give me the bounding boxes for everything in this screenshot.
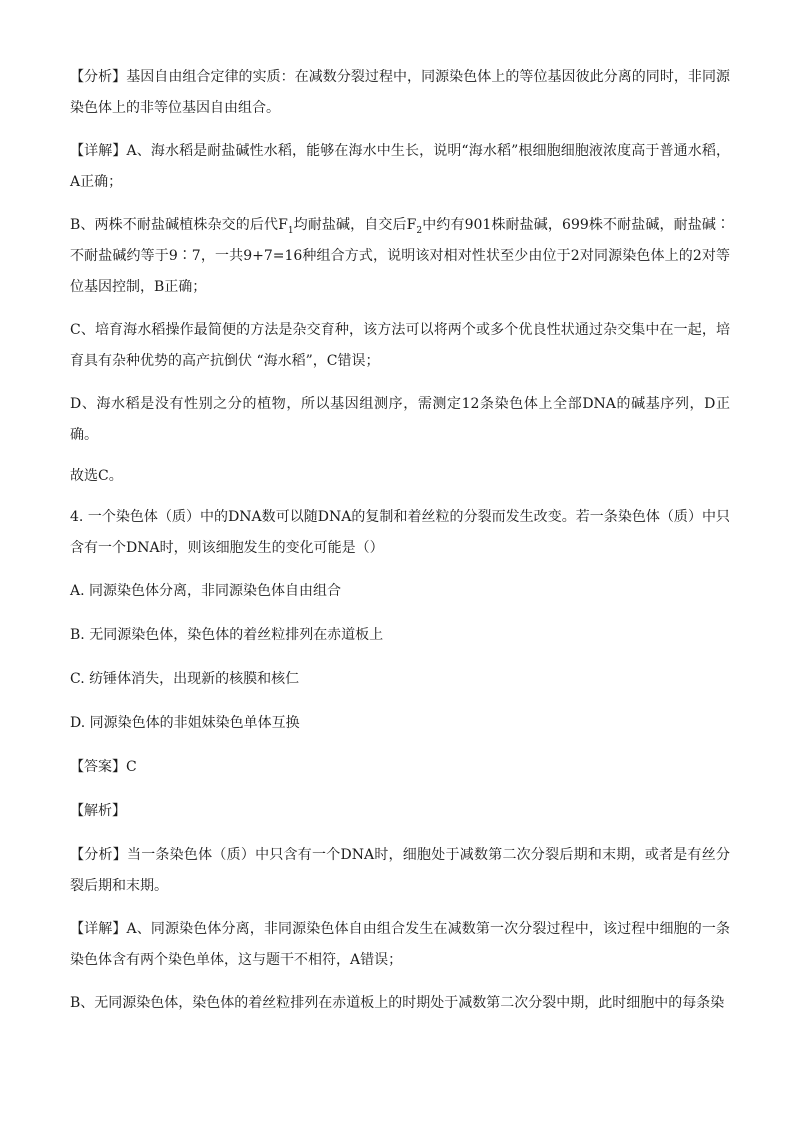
detail-d-text: D、海水稻是没有性别之分的植物，所以基因组测序，需测定12条染色体上全部DNA的碱基序列，D正确。 [70,396,730,443]
detail-paragraph-b [70,210,730,303]
detail-2b-text: B、无同源染色体，染色体的着丝粒排列在赤道板上的时期处于减数第二次分裂中期，此时细胞中的每条染 [70,995,725,1011]
option-b-text: B. 无同源染色体，染色体的着丝粒排列在赤道板上 [70,627,384,643]
option-a [70,576,730,607]
detail-paragraph-d [70,389,730,451]
explanation-heading-text: 【解析】 [70,803,126,819]
question-4-stem [70,502,730,564]
detail-paragraph-c [70,315,730,377]
option-a-text: A. 同源染色体分离，非同源染色体自由组合 [70,583,342,599]
detail-paragraph-2a [70,914,730,976]
analysis-text: 基因自由组合定律的实质：在减数分裂过程中，同源染色体上的等位基因彼此分离的同时，非同源染色体上的非等位基因自由组合。 [70,69,731,116]
detail-paragraph-2b [70,988,730,1019]
detail-a-text: A、海水稻是耐盐碱性水稻，能够在海水中生长，说明“海水稻”根细胞细胞液浓度高于普通水稻，A正确； [70,143,730,190]
detail-b-text-1: B、两株不耐盐碱植株杂交的后代F [70,217,288,233]
option-b [70,620,730,651]
analysis-paragraph-1 [70,62,730,124]
analysis-paragraph-2 [70,840,730,902]
detail-label-2: 【详解】 [70,921,127,937]
choose-text: 故选C。 [70,468,123,484]
analysis-label: 【分析】 [70,69,127,85]
answer-line [70,752,730,783]
question-stem-text: 4. 一个染色体（质）中的DNA数可以随DNA的复制和着丝粒的分裂而发生改变。若一条染色体（质）中只含有一个DNA时，则该细胞发生的变化可能是（） [70,509,730,556]
document-page [70,62,730,1031]
detail-label: 【详解】 [70,143,127,159]
option-c-text: C. 纺锤体消失，出现新的核膜和核仁 [70,671,300,687]
subscript-1: 1 [287,225,294,236]
explanation-heading [70,796,730,827]
answer-label: 【答案】 [70,759,126,775]
detail-c-text: C、培育海水稻操作最简便的方法是杂交育种，该方法可以将两个或多个优良性状通过杂交集中在一起，培育具有杂种优势的高产抗倒伏 “海水稻”，C错误； [70,322,730,369]
detail-b-text-3: 中约有901株耐盐碱，699株不耐盐碱，耐盐碱∶不耐盐碱约等于9∶7，一共9+7=16种组合方式，说明该对相对性状至少由位于2对同源染色体上的2对等位基因控制，B正确； [70,217,730,295]
option-d-text: D. 同源染色体的非姐妹染色单体互换 [70,715,300,731]
analysis-label-2: 【分析】 [70,847,127,863]
detail-2a-text: A、同源染色体分离，非同源染色体自由组合发生在减数第一次分裂过程中，该过程中细胞的一条染色体含有两个染色单体，这与题干不相符，A错误； [70,921,731,968]
analysis-text-2: 当一条染色体（质）中只含有一个DNA时，细胞处于减数第二次分裂后期和末期，或者是有丝分裂后期和末期。 [70,847,730,894]
answer-value: C [126,759,137,775]
detail-b-text-2: 均耐盐碱，自交后F [293,217,417,233]
option-c [70,664,730,695]
subscript-2: 2 [416,225,423,236]
detail-paragraph-a [70,136,730,198]
choose-statement [70,461,730,492]
option-d [70,708,730,739]
